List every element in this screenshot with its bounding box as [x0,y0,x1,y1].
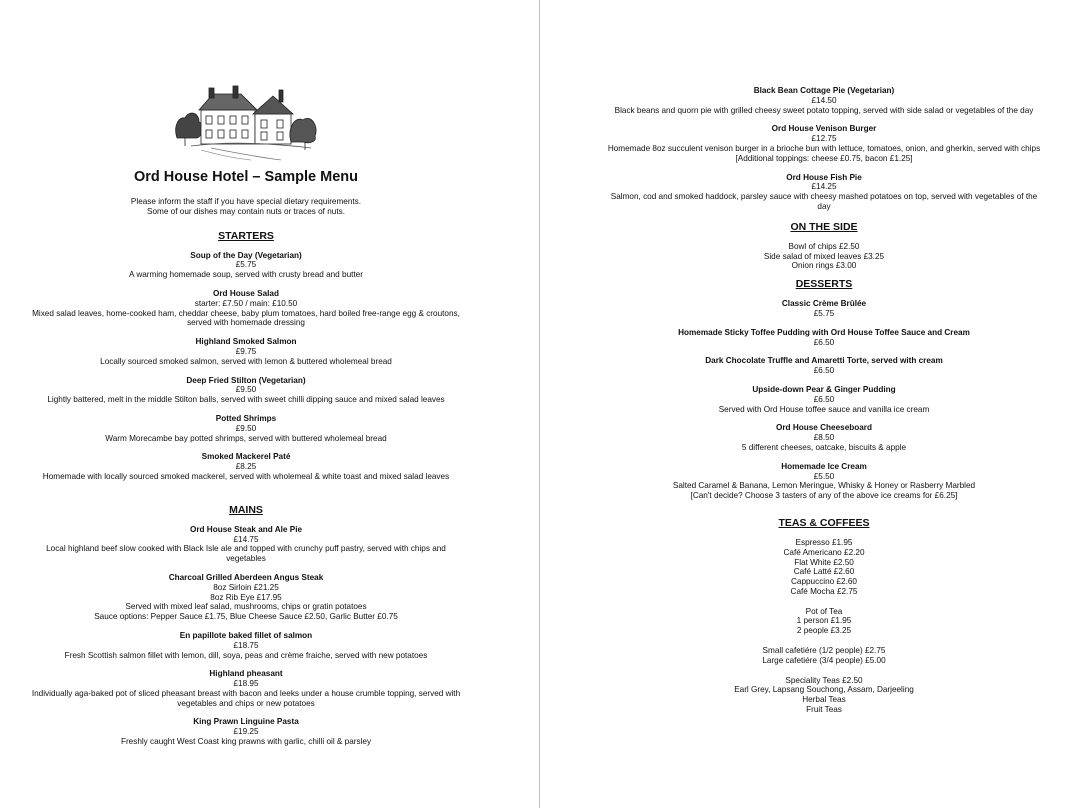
speciality-teas-list [604,676,1044,715]
page-divider [539,0,540,808]
teas-coffees-heading: TEAS & COFFEES [778,516,870,529]
right-page [604,0,1044,725]
item-name: Potted Shrimps [215,413,277,423]
tea-line: Café Americano £2.20 [783,547,865,557]
tea-line: Cappuccino £2.60 [790,577,857,587]
item-desc: Individually aga-baked pot of sliced pheasant breast with bacon and leeks under a house crumble topping, served with vegetables and chips or new potatoes [31,688,461,708]
item-desc: 5 different cheeses, oatcake, biscuits & apple [741,442,907,452]
item-name: King Prawn Linguine Pasta [193,717,299,727]
item-desc: Lightly battered, melt in the middle Stilton balls, served with sweet chilli dipping sauce and mixed salad leaves [47,395,445,405]
item-desc: Local highland beef slow cooked with Black Isle ale and topped with crunchy puff pastry, served with chips and vegetables [46,544,446,564]
main-item [30,669,462,708]
side-item: Bowl of chips £2.50 [788,241,860,251]
item-price: 8oz Rib Eye £17.95 [210,592,282,602]
tea-line: Pot of Tea [805,606,843,616]
starter-item [30,376,462,405]
item-desc: Warm Morecambe bay potted shrimps, served with buttered wholemeal bread [105,433,387,443]
item-name: Dark Chocolate Truffle and Amaretti Torte, served with cream [705,356,943,366]
starters-heading: STARTERS [218,229,274,242]
tea-line: 2 people £3.25 [796,626,852,636]
tea-line: Café Latté £2.60 [793,567,855,577]
item-desc: Homemade with locally sourced smoked mackerel, served with wholemeal & white toast and mixed salad leaves [42,471,450,481]
intro-line: Some of our dishes may contain nuts or traces of nuts. [147,206,345,216]
tea-line: Fruit Teas [806,705,842,715]
item-price: £18.95 [233,679,259,689]
tea-line: Speciality Teas £2.50 [785,675,863,685]
starter-item [30,337,462,366]
item-desc: Mixed salad leaves, home-cooked ham, cheddar cheese, baby plum tomatoes, hard boiled free-range egg & croutons, served with homemade dressing [32,308,460,328]
item-name: Ord House Cheeseboard [776,423,872,433]
item-name: Ord House Venison Burger [771,124,877,134]
on-the-side-heading: ON THE SIDE [790,220,858,233]
item-name: Homemade Ice Cream [781,461,867,471]
tea-line: Café Mocha £2.75 [790,586,858,596]
dessert-item [604,299,1044,319]
main-item [604,86,1044,115]
item-price: £18.75 [233,640,259,650]
item-desc: Sauce options: Pepper Sauce £1.75, Blue Cheese Sauce £2.50, Garlic Butter £0.75 [94,612,398,622]
item-name: Highland Smoked Salmon [195,337,297,347]
item-name: Smoked Mackerel Paté [201,452,291,462]
tea-line: Earl Grey, Lapsang Souchong, Assam, Darjeeling [734,685,914,695]
item-desc: A warming homemade soup, served with crusty bread and butter [129,270,363,280]
main-item [604,173,1044,212]
item-name: Classic Crème Brûlée [781,299,867,309]
item-desc: [Additional toppings: cheese £0.75, bacon £1.25] [735,153,913,163]
tea-line: Herbal Teas [802,695,846,705]
item-name: Upside-down Pear & Ginger Pudding [752,384,896,394]
item-price: £14.75 [233,534,259,544]
item-price: £9.50 [235,385,257,395]
item-price: £14.50 [811,95,837,105]
item-desc: Freshly caught West Coast king prawns with garlic, chilli oil & parsley [120,737,372,747]
item-price: £6.50 [813,337,835,347]
side-item: Side salad of mixed leaves £3.25 [763,251,885,261]
intro-line: Please inform the staff if you have special dietary requirements. [130,197,362,206]
item-desc: Salted Caramel & Banana, Lemon Meringue, Whisky & Honey or Rasberry Marbled [672,481,976,491]
item-price: £9.75 [235,346,257,356]
item-price: 8oz Sirloin £21.25 [213,582,279,592]
menu-title: Ord House Hotel – Sample Menu [134,169,358,185]
dessert-item [604,328,1044,348]
pot-of-tea-list [604,607,1044,636]
item-price: starter: £7.50 / main: £10.50 [194,298,298,308]
tea-line: Flat White £2.50 [794,557,854,567]
item-price: £12.75 [811,134,837,144]
dessert-item [604,356,1044,376]
left-page [30,0,462,756]
item-name: Black Bean Cottage Pie (Vegetarian) [753,86,895,95]
intro-notice [30,197,462,217]
item-name: Ord House Steak and Ale Pie [189,524,303,534]
hotel-sketch-logo [171,80,321,162]
main-item [30,573,462,622]
desserts-heading: DESSERTS [795,278,853,291]
main-item [30,631,462,660]
tea-line: Small cafetiére (1/2 people) £2.75 [762,646,886,656]
starter-item [30,289,462,328]
starter-item [30,251,462,280]
item-desc: Fresh Scottish salmon fillet with lemon, dill, soya, peas and crème fraiche, served with new potatoes [64,650,428,660]
item-price: £19.25 [233,727,259,737]
main-item [604,124,1044,163]
cafetiere-list [604,646,1044,666]
item-price: £8.50 [813,433,835,443]
item-desc: Locally sourced smoked salmon, served with lemon & buttered wholemeal bread [100,356,392,366]
item-desc: Served with mixed leaf salad, mushrooms, chips or gratin potatoes [125,602,367,612]
item-desc: [Can't decide? Choose 3 tasters of any of the above ice creams for £6.25] [690,491,958,501]
item-name: Deep Fried Stilton (Vegetarian) [186,375,306,385]
dessert-item [604,423,1044,452]
item-name: Homemade Sticky Toffee Pudding with Ord House Toffee Sauce and Cream [678,327,970,337]
item-price: £6.50 [813,394,835,404]
item-desc: Homemade 8oz succulent venison burger in a brioche bun with lettuce, tomatoes, onion, and gherkin, served with chips [607,143,1041,153]
main-item [30,525,462,564]
item-desc: Salmon, cod and smoked haddock, parsley sauce with cheesy mashed potatoes on top, served with vegetables of the day [610,192,1038,211]
tea-line: Espresso £1.95 [795,537,853,547]
tea-line: 1 person £1.95 [796,616,852,626]
side-list [604,242,1044,271]
item-price: £5.75 [235,260,257,270]
item-price: £8.25 [235,462,257,472]
mains-heading: MAINS [229,503,263,516]
item-name: En papillote baked fillet of salmon [179,630,313,640]
item-name: Highland pheasant [209,669,283,679]
dessert-item [604,385,1044,414]
main-item [30,717,462,746]
side-item: Onion rings £3.00 [791,261,857,271]
tea-line: Large cafetiére (3/4 people) £5.00 [762,655,886,665]
starter-item [30,452,462,481]
item-price: £6.50 [813,366,835,376]
item-name: Charcoal Grilled Aberdeen Angus Steak [168,572,324,582]
dessert-item [604,462,1044,501]
item-price: £9.50 [235,423,257,433]
starter-item [30,414,462,443]
item-desc: Served with Ord House toffee sauce and vanilla ice cream [718,404,930,414]
item-price: £14.25 [811,182,837,192]
coffee-list [604,538,1044,597]
item-name: Ord House Salad [213,288,279,298]
item-desc: Black beans and quorn pie with grilled cheesy sweet potato topping, served with side salad or vegetables of the day [614,105,1034,115]
item-price: £5.75 [813,308,835,318]
item-name: Ord House Fish Pie [786,172,862,182]
item-price: £5.50 [813,471,835,481]
item-name: Soup of the Day (Vegetarian) [190,250,302,260]
